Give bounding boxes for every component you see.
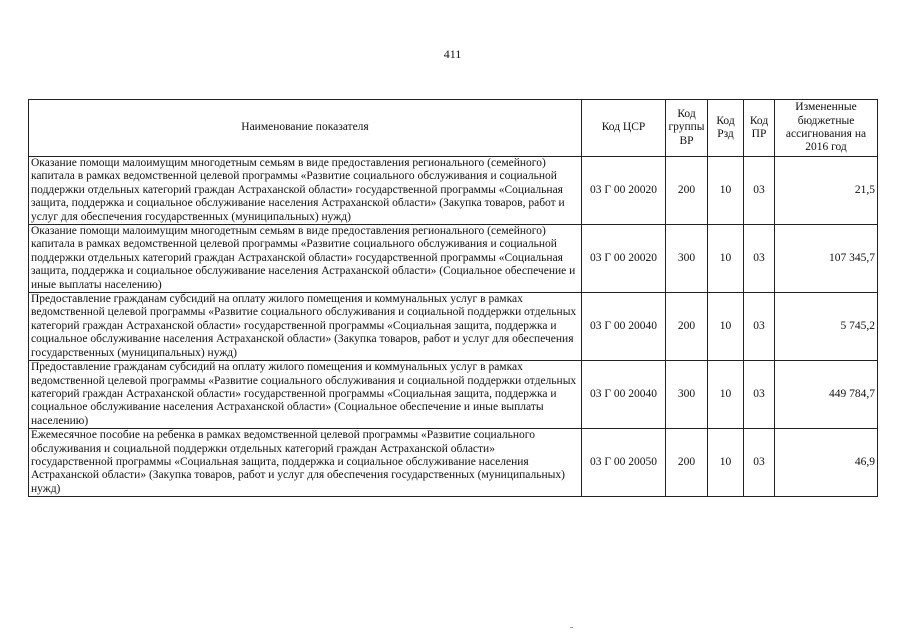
header-rzd: Код Рзд bbox=[708, 100, 744, 157]
row-amount: 5 745,2 bbox=[775, 293, 878, 361]
row-csr: 03 Г 00 20040 bbox=[582, 361, 666, 429]
row-csr: 03 Г 00 20020 bbox=[582, 157, 666, 225]
table-row bbox=[29, 429, 878, 497]
header-pr: Код ПР bbox=[744, 100, 775, 157]
page-number: 411 bbox=[443, 47, 462, 61]
row-amount: 449 784,7 bbox=[775, 361, 878, 429]
row-rzd: 10 bbox=[708, 293, 744, 361]
row-vr: 300 bbox=[666, 361, 708, 429]
row-name: Предоставление гражданам субсидий на оплату жилого помещения и коммунальных услуг в рамках ведомственной целевой программы «Развитие социального обслуживания и социальной поддержки отдельных категорий граждан Астраханской области» государственной программы «Социальная защита, поддержка и социальное обслуживание населения Астраханской области» (Закупка товаров, работ и услуг для обеспечения государственных (муниципальных) нужд) bbox=[29, 293, 582, 361]
row-rzd: 10 bbox=[708, 429, 744, 497]
row-pr: 03 bbox=[744, 429, 775, 497]
row-vr: 200 bbox=[666, 157, 708, 225]
budget-table bbox=[28, 99, 878, 497]
row-rzd: 10 bbox=[708, 225, 744, 293]
row-name: Ежемесячное пособие на ребенка в рамках ведомственной целевой программы «Развитие социального обслуживания и социальной поддержки отдельных категорий граждан Астраханской области» государственной программы «Социальная защита, поддержка и социальное обслуживание населения Астраханской области» (Закупка товаров, работ и услуг для обеспечения государственных (муниципальных) нужд) bbox=[29, 429, 582, 497]
scan-speck bbox=[570, 627, 573, 628]
row-csr: 03 Г 00 20040 bbox=[582, 293, 666, 361]
row-pr: 03 bbox=[744, 293, 775, 361]
row-vr: 200 bbox=[666, 293, 708, 361]
header-vr: Код группы ВР bbox=[666, 100, 708, 157]
row-vr: 200 bbox=[666, 429, 708, 497]
row-name: Предоставление гражданам субсидий на оплату жилого помещения и коммунальных услуг в рамках ведомственной целевой программы «Развитие социального обслуживания и социальной поддержки отдельных категорий граждан Астраханской области» государственной программы «Социальная защита, поддержка и социальное обслуживание населения Астраханской области» (Социальное обеспечение и иные выплаты населению) bbox=[29, 361, 582, 429]
row-pr: 03 bbox=[744, 157, 775, 225]
table-row bbox=[29, 361, 878, 429]
row-amount: 107 345,7 bbox=[775, 225, 878, 293]
table-row bbox=[29, 225, 878, 293]
table-row bbox=[29, 293, 878, 361]
row-name: Оказание помощи малоимущим многодетным семьям в виде предоставления регионального (семейного) капитала в рамках ведомственной целевой программы «Развитие социального обслуживания и социальной поддержки отдельных категорий граждан Астраханской области» государственной программы «Социальная защита, поддержка и социальное обслуживание населения Астраханской области» (Социальное обеспечение и иные выплаты населению) bbox=[29, 225, 582, 293]
row-name: Оказание помощи малоимущим многодетным семьям в виде предоставления регионального (семейного) капитала в рамках ведомственной целевой программы «Развитие социального обслуживания и социальной поддержки отдельных категорий граждан Астраханской области» государственной программы «Социальная защита, поддержка и социальное обслуживание населения Астраханской области» (Закупка товаров, работ и услуг для обеспечения государственных (муниципальных) нужд) bbox=[29, 157, 582, 225]
row-pr: 03 bbox=[744, 225, 775, 293]
row-amount: 21,5 bbox=[775, 157, 878, 225]
row-pr: 03 bbox=[744, 361, 775, 429]
header-amount: Измененные бюджетные ассигнования на 2016 год bbox=[775, 100, 878, 157]
row-csr: 03 Г 00 20050 bbox=[582, 429, 666, 497]
table-header-row bbox=[29, 100, 878, 157]
header-name: Наименование показателя bbox=[29, 100, 582, 157]
row-csr: 03 Г 00 20020 bbox=[582, 225, 666, 293]
row-rzd: 10 bbox=[708, 157, 744, 225]
table-row bbox=[29, 157, 878, 225]
row-rzd: 10 bbox=[708, 361, 744, 429]
header-csr: Код ЦСР bbox=[582, 100, 666, 157]
row-amount: 46,9 bbox=[775, 429, 878, 497]
row-vr: 300 bbox=[666, 225, 708, 293]
